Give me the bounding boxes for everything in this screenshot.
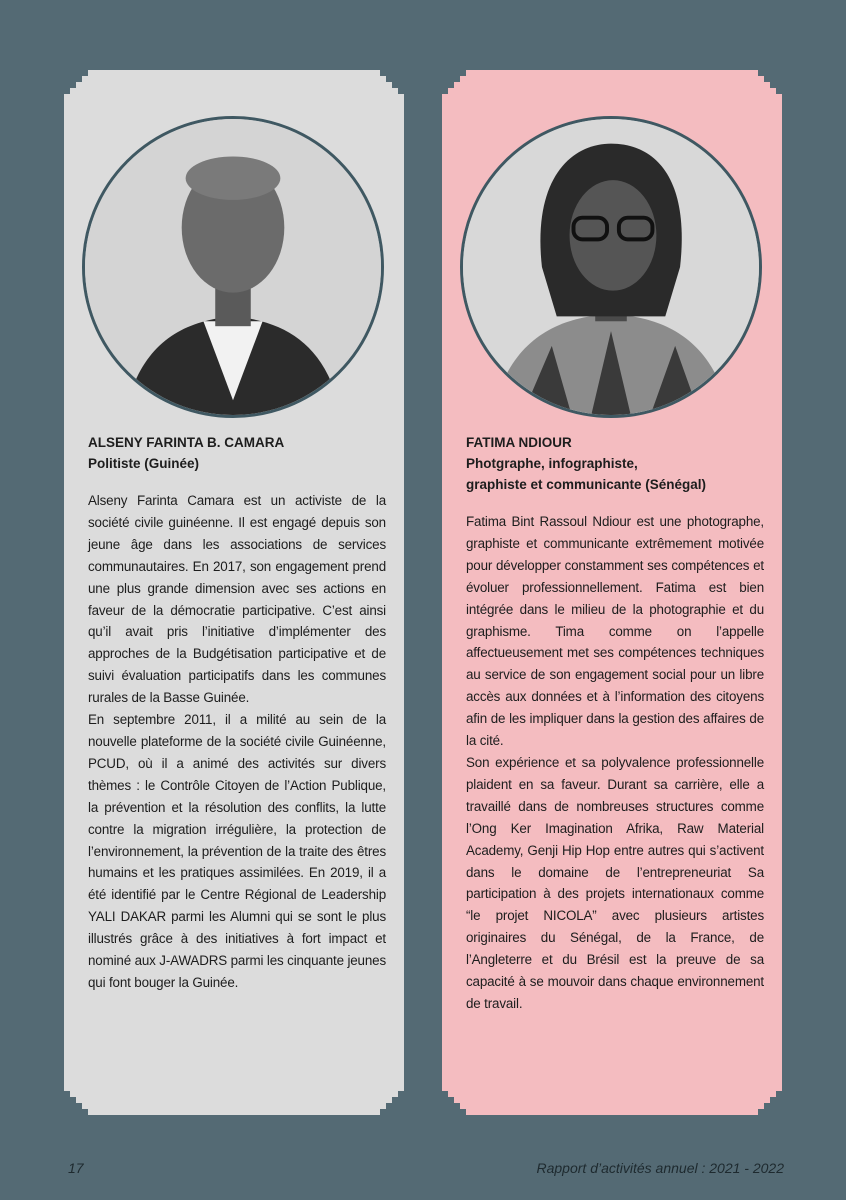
- woman-portrait-icon: [463, 119, 759, 415]
- bio-paragraph: En septembre 2011, il a milité au sein de la nouvelle plateforme de la société civile Guinéenne, PCUD, où il a animé des activités sur divers thèmes : le Contrôle Citoyen de l’Action Publique, la prévention et la résolution des conflits, la lutte contre la migration irrégulière, la protection de l’environnement, la prévention de la traite des êtres humains et les pratiques assimilées. En 2019, il a été identifié par le Centre Régional de Leadership YALI DAKAR parmi les Alumni qui se sont le plus illustrés grâce à des initiatives à fort impact et nominé aux J-AWADRS parmi les cinquante jeunes qui font bouger la Guinée.: [88, 712, 386, 990]
- profile-card-camara: [64, 70, 404, 1115]
- profile-name: ALSENY FARINTA B. CAMARA: [88, 435, 285, 450]
- profile-name: FATIMA NDIOUR: [466, 435, 572, 450]
- man-portrait-icon: [85, 119, 381, 415]
- profile-text: [88, 432, 386, 994]
- report-title: Rapport d’activités annuel : 2021 - 2022: [536, 1160, 784, 1176]
- profile-role-line-2: graphiste et communicante (Sénégal): [466, 477, 707, 492]
- bio-paragraph: Fatima Bint Rassoul Ndiour est une photographe, graphiste et communicante extrêmement motivée pour développer constamment ses compétences et évoluer professionnellement. Fatima est bien intégrée dans le milieu de la photographie et du graphisme. Tima comme on l’appelle affectueusement met ses compétences techniques au service de son engagement social pour un libre accès aux données et à l’information des citoyens afin de les impliquer dans la gestion des affaires de la cité.: [466, 514, 764, 749]
- portrait-photo: [460, 116, 762, 418]
- bio-paragraph: Son expérience et sa polyvalence professionnelle plaident en sa faveur. Durant sa carrière, elle a travaillé dans de nombreuses structures comme l’Ong Ker Imagination Afrika, Raw Material Academy, Genji Hip Hop entre autres qui s’activent dans le domaine de l’entrepreneuriat Sa participation à des projets internationaux comme “le projet NICOLA” avec plusieurs artistes originaires du Sénégal, de la France, de l’Angleterre et du Brésil est la preuve de sa capacité à se mouvoir dans chaque environnement de travail.: [466, 754, 764, 1011]
- portrait-photo: [82, 116, 384, 418]
- page-number: 17: [68, 1160, 84, 1176]
- profile-bio: [466, 511, 764, 1015]
- profile-role-line-1: Photgraphe, infographiste,: [466, 456, 638, 471]
- profile-role: Politiste (Guinée): [88, 456, 200, 471]
- bio-paragraph: Alseny Farinta Camara est un activiste de la société civile guinéenne. Il est engagé depuis son jeune âge dans les associations de services communautaires. En 2017, son engagement prend une plus grande dimension avec ses actions en faveur de la démocratie participative. C’est ainsi qu’il avait pris l’initiative d’implémenter des approches de la Budgétisation participative et de suivi évaluation participatifs dans les communes rurales de la Basse Guinée.: [88, 493, 386, 706]
- profile-text: [466, 432, 764, 1015]
- profile-bio: [88, 490, 386, 994]
- profile-card-ndiour: [442, 70, 782, 1115]
